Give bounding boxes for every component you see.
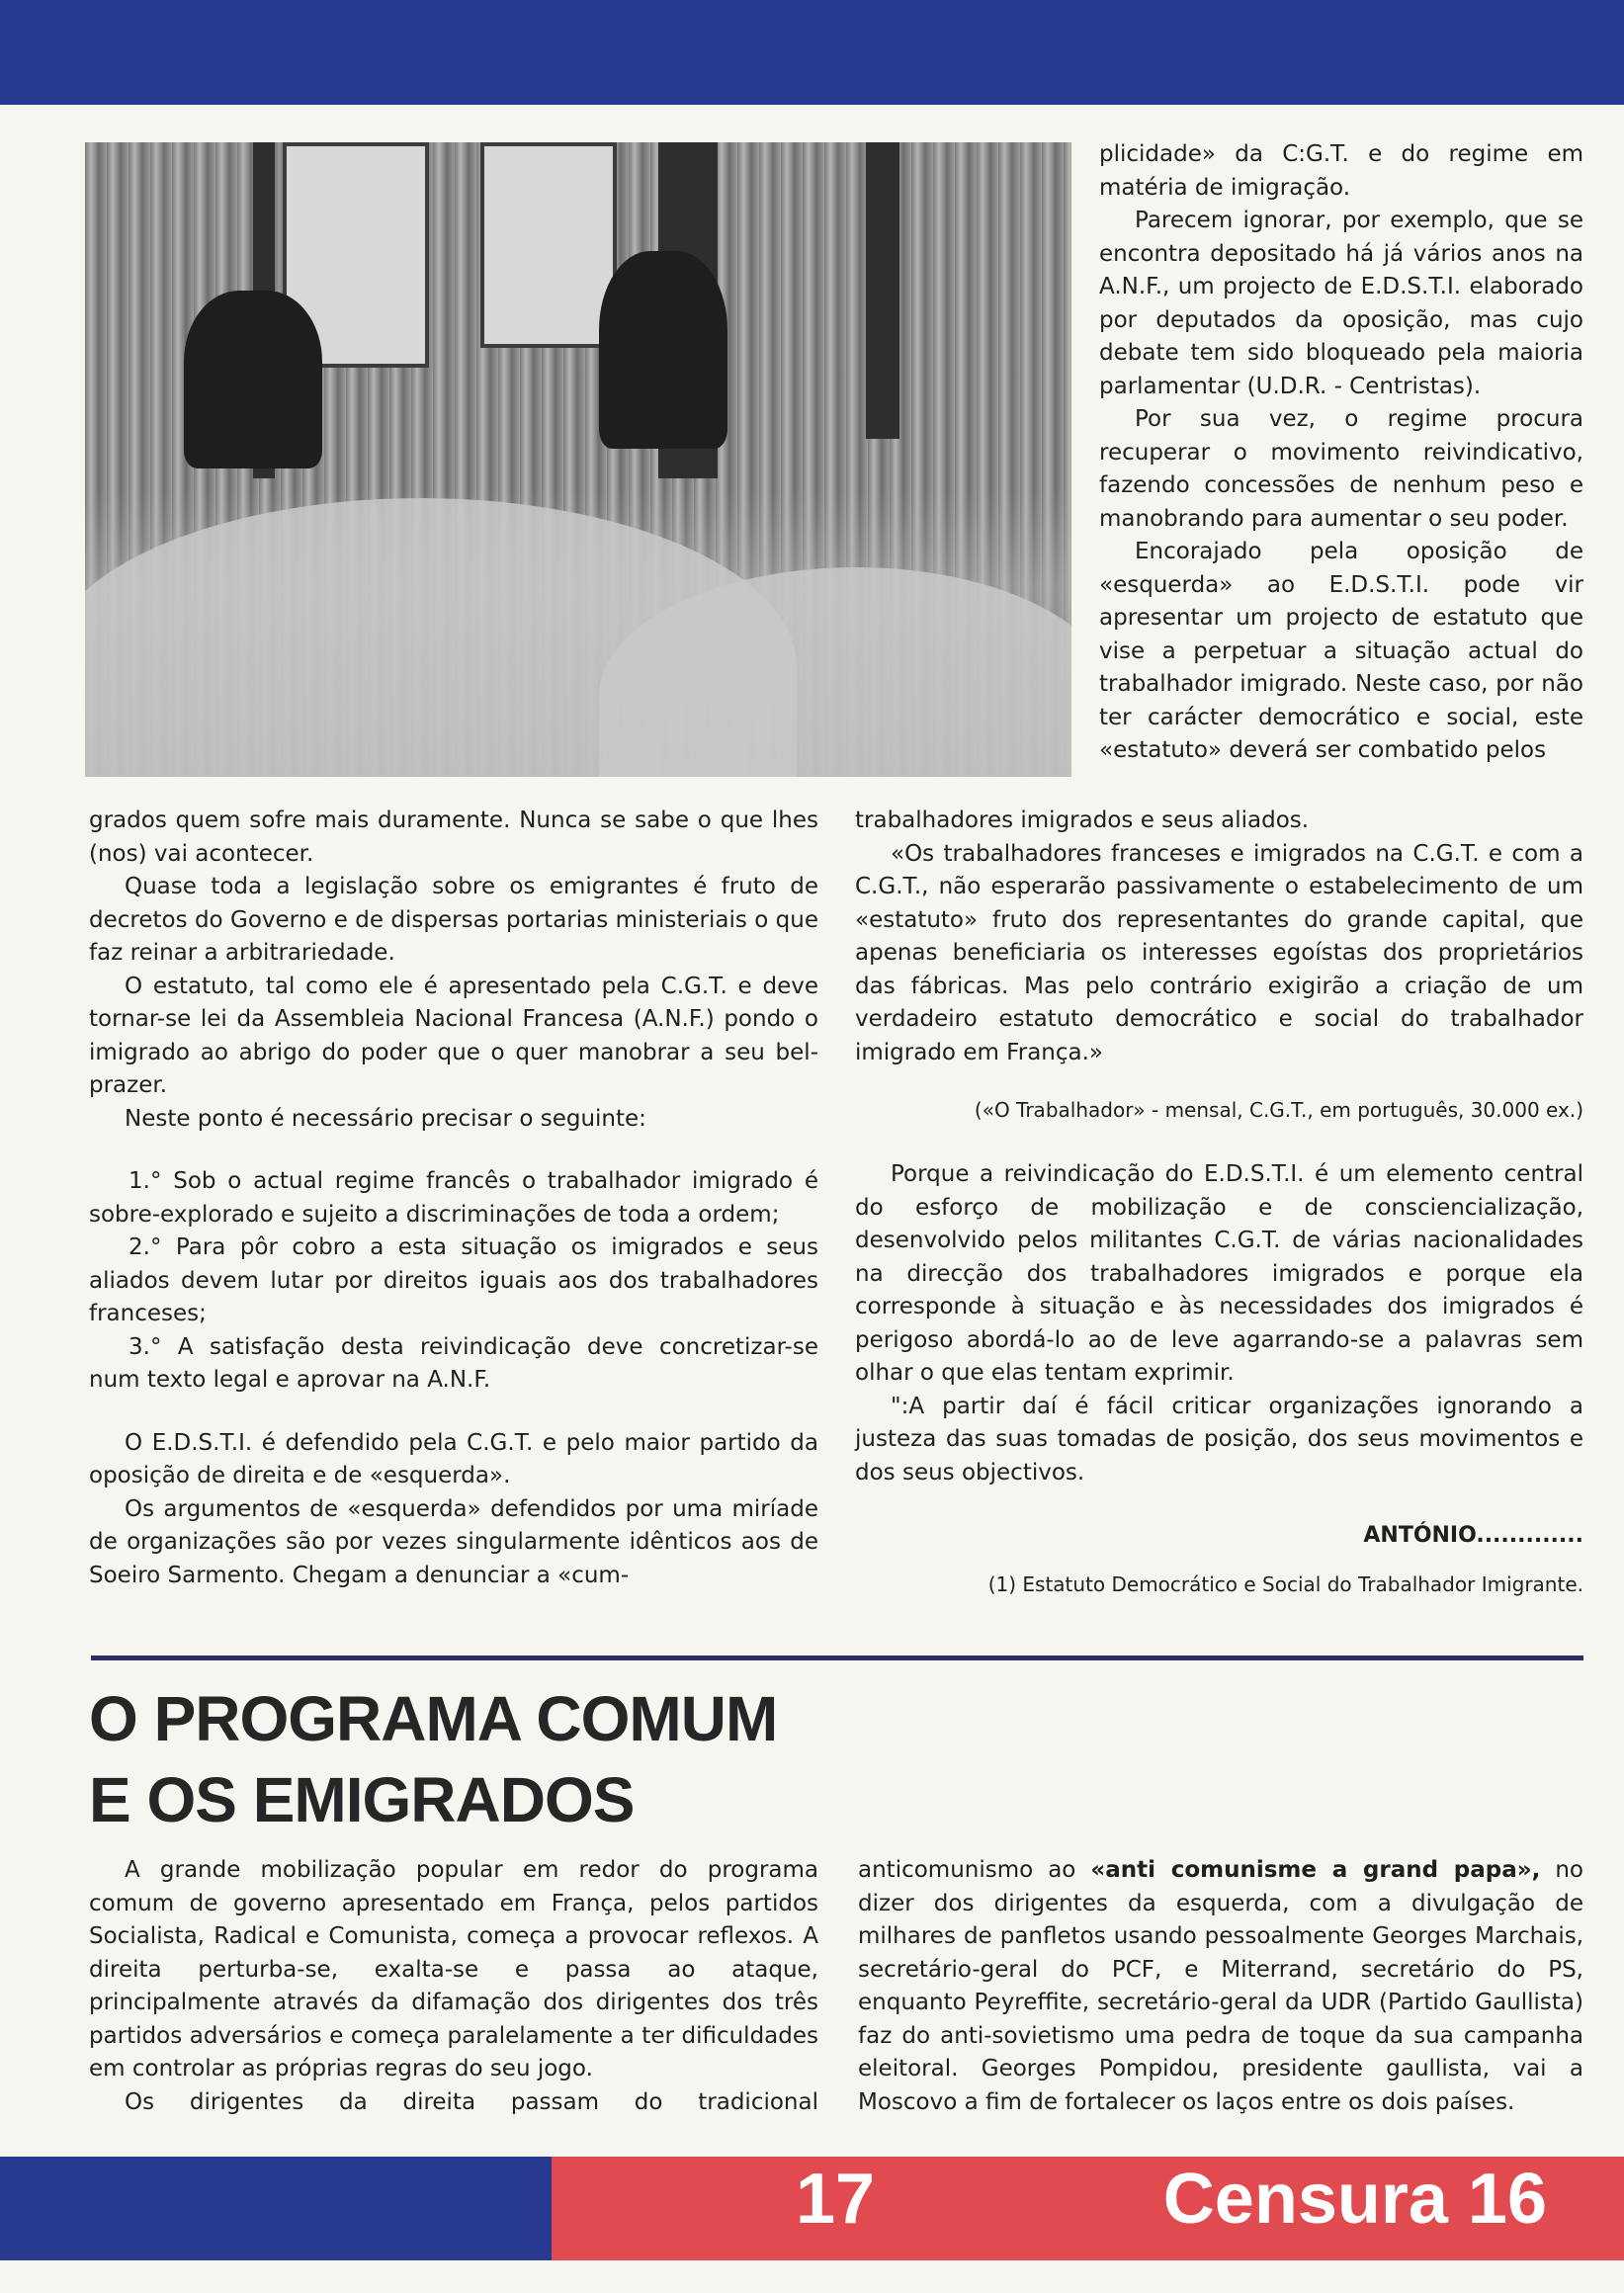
construction-workers-photo-icon: [85, 142, 1071, 777]
bold-quote: «anti comunisme a grand papa»,: [1090, 1857, 1541, 1883]
paragraph: O E.D.S.T.I. é defendido pela C.G.T. e pelo maior partido da oposição de direita e de «esquerda».: [89, 1429, 818, 1488]
right-top-column: [1099, 138, 1583, 768]
worker-figure: [184, 291, 322, 468]
paragraph: A grande mobilização popular em redor do programa comum de governo apresentado em França, pelos partidos Socialista, Radical e Comunista, começa a provocar reflexos. A direita perturba-se, exalta-se e passa ao ataque, principalmente através da difamação dos dirigentes dos três partidos adversários e começa paralelamente a ter dificuldades em controlar as próprias regras do seu jogo.: [89, 1857, 818, 2081]
post-shape: [866, 142, 899, 439]
paragraph: Parecem ignorar, por exemplo, que se encontra depositado há já vários anos na A.N.F., um projecto de E.D.S.T.I. elaborado por deputados da oposição, mas cujo debate tem sido bloqueado pela maioria parlamentar (U.D.R. - Centristas).: [1099, 208, 1583, 399]
left-column: [89, 805, 818, 1592]
quote-paragraph: «Os trabalhadores franceses e imigrados na C.G.T. e com a C.G.T., não esperarão passivamente o estabelecimento de um «estatuto» fruto dos representantes do grande capital, que apenas beneficiaria os interesses egoístas dos proprietários das fábricas. Mas pelo contrário exigirão a criação de um verdadeiro estatuto democrático e social do trabalhador imigrado em França.»: [855, 840, 1583, 1065]
quote-source: («O Trabalhador» - mensal, C.G.T., em português, 30.000 ex.): [974, 1098, 1583, 1122]
page-number: 17: [796, 2160, 876, 2239]
article-headline: [89, 1678, 979, 1840]
paragraph: Neste ponto é necessário precisar o seguinte:: [125, 1105, 646, 1132]
article-right-column: [858, 1854, 1583, 2119]
section-divider: [91, 1656, 1583, 1660]
list-item: 2.° Para pôr cobro a esta situação os imigrados e seus aliados devem lutar por direitos iguais aos dos trabalhadores franceses;: [89, 1234, 818, 1326]
paragraph: Encorajado pela oposição de «esquerda» ao E.D.S.T.I. pode vir apresentar um projecto de estatuto que vise a perpetuar a situação actual do trabalhador imigrado. Neste caso, por não ter carácter democrático e social, este «estatuto» deverá ser combatido pelos: [1099, 539, 1583, 763]
paragraph: plicidade» da C:G.T. e do regime em matéria de imigração.: [1099, 141, 1583, 201]
paragraph: O estatuto, tal como ele é apresentado pela C.G.T. e deve tornar-se lei da Assembleia Nacional Francesa (A.N.F.) pondo o imigrado ao abrigo do poder que o quer manobrar a seu bel-prazer.: [89, 973, 818, 1098]
text-run: anticomunismo ao: [858, 1857, 1091, 1883]
magazine-title: Censura 16: [1162, 2160, 1547, 2239]
text-run: no dizer dos dirigentes da esquerda, com a divulgação de milhares de panfletos usando pessoalmente Georges Marchais, secretário-geral do PCF, e Miterrand, secretário do PS, enquanto Peyreffite, secretário-geral da UDR (Partido Gaullista) faz do anti-sovietismo uma pedra de toque da sua campanha eleitoral. Georges Pompidou, presidente gaullista, vai a Moscovo a fim de fortalecer os laços entre os dois países.: [858, 1857, 1583, 2115]
list-item: 3.° A satisfação desta reivindicação deve concretizar-se num texto legal e aprovar na A.N.F.: [89, 1333, 818, 1393]
footer-blue-band: [0, 2157, 552, 2260]
paragraph: trabalhadores imigrados e seus aliados.: [855, 807, 1310, 833]
worker-figure: [599, 251, 727, 449]
article-left-column: [89, 1854, 818, 2119]
paragraph: [858, 1854, 1583, 2119]
paragraph: ":A partir daí é fácil criticar organizações ignorando a justeza das suas tomadas de posição, dos seus movimentos e dos seus objectivos.: [855, 1393, 1583, 1486]
right-column: [855, 805, 1583, 1601]
author-signature: ANTÓNIO.............: [1363, 1523, 1583, 1548]
paragraph: grados quem sofre mais duramente. Nunca se sabe o que lhes (nos) vai acontecer.: [89, 807, 818, 867]
footnote: (1) Estatuto Democrático e Social do Trabalhador Imigrante.: [987, 1571, 1583, 1596]
paragraph: Os argumentos de «esquerda» defendidos por uma miríade de organizações são por vezes singularmente idênticos aos de Soeiro Sarmento. Chegam a denunciar a «cum-: [89, 1495, 818, 1588]
bottom-margin: [0, 2260, 1624, 2293]
paragraph: Quase toda a legislação sobre os emigrantes é fruto de decretos do Governo e de dispersas portarias ministeriais o que faz reinar a arbitrariedade.: [89, 874, 818, 966]
paragraph: Porque a reivindicação do E.D.S.T.I. é um elemento central do esforço de mobilização e de consciencialização, desenvolvido pelos militantes C.G.T. de várias nacionalidades na direcção dos trabalhadores imigrados e porque ela corresponde à situação e às necessidades dos imigrados é perigoso abordá-lo ao de leve agarrando-se a palavras sem olhar o que elas tentam exprimir.: [855, 1161, 1583, 1386]
top-color-band: [0, 0, 1624, 105]
headline-line: O PROGRAMA COMUM: [89, 1683, 778, 1754]
list-item: 1.° Sob o actual regime francês o trabalhador imigrado é sobre-explorado e sujeito a discriminações de toda a ordem;: [89, 1168, 818, 1228]
paragraph: Por sua vez, o regime procura recuperar o movimento reivindicativo, fazendo concessões de nenhum peso e manobrando para aumentar o seu poder.: [1099, 406, 1583, 532]
window-shape: [480, 142, 617, 348]
paragraph: Os dirigentes da direita passam do tradicional: [125, 2088, 818, 2115]
headline-line: E OS EMIGRADOS: [89, 1764, 635, 1835]
